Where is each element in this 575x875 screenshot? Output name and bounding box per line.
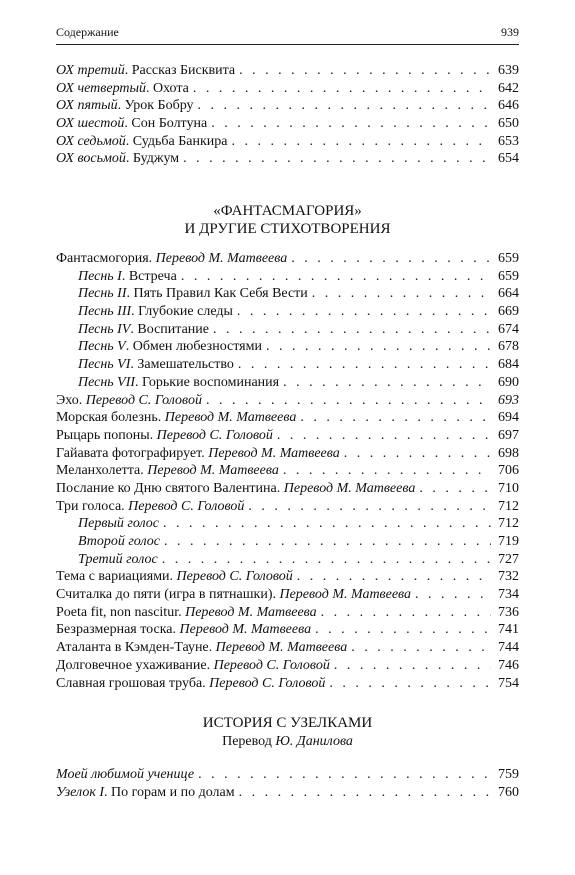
toc-entry-page-number: 690	[498, 374, 519, 390]
toc-entry-page-number: 741	[498, 622, 519, 638]
toc-entry-title-italic: Перевод М. Матвеева	[155, 251, 288, 266]
toc-entry-title	[78, 374, 279, 392]
toc-entry-title	[56, 462, 279, 480]
toc-entry	[56, 675, 519, 693]
toc-entry	[56, 480, 519, 498]
section-heading-phantasmagoria	[56, 202, 519, 238]
toc-entry-title-plain: Считалка до пяти (игра в пятнашки).	[56, 587, 280, 603]
toc-entry-title-rest: . Воспитание	[130, 321, 209, 337]
toc-entry	[56, 568, 519, 586]
toc-entry-title-plain: Безразмерная тоска.	[56, 622, 180, 638]
toc-entry	[56, 657, 519, 675]
running-header-page-number: 939	[501, 25, 519, 39]
toc-entry-title-italic: Перевод С. Головой	[85, 392, 202, 408]
toc-entry-title-italic: ОХ шестой	[56, 116, 125, 132]
toc-entry	[56, 766, 519, 784]
toc-entry-title-italic: ОХ седьмой	[56, 133, 126, 149]
toc-entry	[56, 784, 519, 802]
dot-leader	[162, 551, 491, 569]
toc-entry-title-plain: Тема с вариациями.	[56, 569, 177, 585]
toc-entry-page-number: 650	[498, 116, 519, 132]
dot-leader	[351, 639, 491, 657]
dot-leader	[277, 427, 491, 445]
toc-entry-title-plain: Долговечное ухаживание.	[56, 657, 214, 673]
toc-entry	[56, 62, 519, 80]
toc-entry-page-number: 736	[498, 604, 519, 620]
toc-entry-page-number: 653	[498, 133, 519, 149]
toc-entry-page-number: 734	[498, 587, 519, 603]
toc-entry-title	[56, 133, 227, 151]
toc-entry-page-number: 712	[498, 498, 519, 514]
dot-leader	[211, 115, 491, 133]
toc-entry-page-number: 712	[498, 516, 519, 532]
toc-entry-page-number: 706	[498, 463, 519, 479]
toc-entry	[56, 462, 519, 480]
dot-leader	[329, 675, 491, 693]
toc-entry-page-number: 693	[498, 392, 519, 408]
toc-entry-page-number: 659	[498, 268, 519, 284]
toc-entry-page-number: 760	[498, 784, 519, 800]
toc-entry-title	[56, 150, 179, 168]
toc-entry-title-italic: Песнь II	[78, 286, 127, 302]
toc-entry-title-rest: . Судьба Банкира	[125, 133, 228, 149]
toc-entry-page-number: 639	[498, 63, 519, 78]
toc-entry-title-italic: Перевод М. Матвеева	[283, 480, 416, 496]
dot-leader	[183, 150, 491, 168]
toc-entry-title	[56, 115, 207, 133]
toc-entry-title-italic: Моей любимой ученице	[56, 767, 195, 782]
toc-entry-title	[56, 784, 235, 802]
toc-entry-title	[56, 62, 235, 80]
toc-entry-page-number: 674	[498, 321, 519, 337]
toc-entry-title-italic: Перевод М. Матвеева	[164, 410, 297, 426]
dot-leader	[198, 97, 491, 115]
toc-entry-title-rest: . Обмен любезностями	[125, 339, 262, 355]
section-heading-tangled-tale	[56, 714, 519, 732]
toc-entry-title	[78, 515, 159, 533]
toc-entry-title-italic: Песнь I	[78, 268, 122, 284]
toc-entry	[56, 338, 519, 356]
toc-entry-page-number: 698	[498, 445, 519, 461]
toc-entry-title-plain: Послание ко Дню святого Валентина.	[56, 480, 284, 496]
toc-entry-title-plain: Гайавата фотографирует.	[56, 445, 209, 461]
toc-entry	[56, 356, 519, 374]
toc-entry-title	[56, 568, 293, 586]
dot-leader	[419, 480, 491, 498]
dot-leader	[344, 445, 491, 463]
toc-entry-title-italic: Перевод М. Матвеева	[147, 463, 279, 479]
toc-entry-title-italic: ОХ пятый	[56, 98, 118, 114]
toc-entry-title-plain: Poeta fit, non nascitur.	[56, 604, 186, 620]
toc-entry-title-plain: Славная грошовая труба.	[56, 675, 210, 691]
toc-entry-page-number: 746	[498, 657, 519, 673]
toc-entry-title-italic: Перевод М. Матвеева	[215, 640, 348, 656]
toc-entry-page-number: 694	[498, 410, 519, 426]
toc-entry-title	[78, 268, 177, 286]
toc-entry-page-number: 710	[498, 480, 519, 496]
toc-entry-title-rest: . Буджум	[125, 151, 180, 167]
toc-entry-title	[56, 392, 202, 410]
section-subheading-translator	[56, 733, 519, 750]
toc-entry	[56, 97, 519, 115]
toc-entry-title	[78, 285, 308, 303]
toc-entry	[56, 285, 519, 303]
dot-leader	[315, 621, 491, 639]
toc-entry-title	[78, 338, 262, 356]
toc-entry	[56, 303, 519, 321]
dot-leader	[283, 462, 491, 480]
toc-entry-page-number: 659	[498, 251, 519, 266]
toc-entry-title	[56, 621, 311, 639]
toc-entry-title-italic: Перевод С. Головой	[209, 675, 326, 691]
toc-entry	[56, 133, 519, 151]
toc-entry-title-italic: Узелок I	[56, 784, 105, 800]
toc-entry-title-rest: . Встреча	[121, 268, 177, 284]
toc-entry-title	[56, 250, 287, 268]
toc-entry-title-italic: Песнь V	[78, 339, 126, 355]
toc-entry-page-number: 719	[498, 534, 519, 549]
toc-entry-title	[56, 97, 194, 115]
toc-entry	[56, 250, 519, 268]
toc-entry	[56, 586, 519, 604]
toc-entry-title-italic: Перевод С. Головой	[213, 657, 330, 673]
dot-leader	[206, 392, 491, 410]
dot-leader	[239, 62, 491, 80]
toc-entry	[56, 551, 519, 569]
toc-entry-title	[78, 533, 160, 551]
toc-entry-page-number: 732	[498, 569, 519, 585]
toc-block-hunting-of-the-snark	[56, 62, 519, 168]
dot-leader	[415, 586, 491, 604]
toc-entry	[56, 604, 519, 622]
toc-entry-title	[78, 321, 209, 339]
toc-entry	[56, 150, 519, 168]
toc-entry-title-rest: . Сон Болтуна	[124, 116, 208, 132]
toc-entry-title-italic: Перевод С. Головой	[176, 569, 293, 585]
toc-entry-title-rest: . Урок Бобру	[117, 98, 194, 114]
toc-entry	[56, 621, 519, 639]
toc-entry-title-plain: Меланхолетта.	[56, 463, 148, 479]
dot-leader	[163, 515, 491, 533]
toc-entry	[56, 392, 519, 410]
dot-leader	[266, 338, 491, 356]
toc-entry-page-number: 684	[498, 357, 519, 373]
toc-entry	[56, 80, 519, 98]
toc-entry-title-italic: Второй голос	[78, 534, 160, 549]
toc-entry-title	[56, 586, 411, 604]
toc-entry-page-number: 727	[498, 551, 519, 567]
toc-entry	[56, 533, 519, 551]
toc-entry-title-rest: . Замешательство	[130, 357, 234, 373]
toc-entry	[56, 639, 519, 657]
toc-entry-title-italic: Перевод С. Головой	[128, 498, 245, 514]
dot-leader	[231, 133, 491, 151]
translator-prefix: Перевод	[222, 734, 276, 749]
toc-entry-title-plain: Три голоса.	[56, 498, 129, 514]
toc-entry-page-number: 642	[498, 80, 519, 96]
toc-entry-title-italic: Перевод М. Матвеева	[208, 445, 340, 461]
toc-entry-page-number: 678	[498, 339, 519, 355]
toc-entry-page-number: 744	[498, 640, 519, 656]
running-header-section: Содержание	[56, 25, 119, 39]
toc-entry-page-number: 646	[498, 98, 519, 114]
section-heading-line: ИСТОРИЯ С УЗЕЛКАМИ	[202, 715, 373, 731]
toc-entry	[56, 445, 519, 463]
section-heading-line: «ФАНТАСМАГОРИЯ»	[213, 203, 362, 219]
toc-entry-title-rest: . Горькие воспоминания	[135, 374, 280, 390]
toc-entry-title	[56, 445, 340, 463]
toc-entry-title-italic: Песнь VI	[78, 357, 131, 373]
toc-entry-title-rest: . Пять Правил Как Себя Вести	[126, 286, 308, 302]
running-header	[56, 25, 519, 39]
toc-entry-title-rest: . По горам и по долам	[104, 784, 235, 800]
toc-entry-title	[56, 639, 347, 657]
toc-entry-page-number: 669	[498, 304, 519, 320]
toc-entry	[56, 115, 519, 133]
header-rule	[56, 44, 519, 45]
toc-entry-title	[56, 480, 415, 498]
toc-entry	[56, 515, 519, 533]
toc-entry-page-number: 664	[498, 286, 519, 302]
toc-entry-title-italic: Перевод М. Матвеева	[179, 622, 312, 638]
toc-entry-title-italic: Перевод М. Матвеева	[185, 604, 317, 620]
dot-leader	[164, 533, 491, 551]
toc-entry-title	[56, 498, 244, 516]
dot-leader	[238, 356, 491, 374]
toc-entry-title-italic: ОХ четвертый	[56, 80, 146, 96]
dot-leader	[300, 409, 491, 427]
toc-entry	[56, 409, 519, 427]
toc-entry-title	[78, 551, 158, 569]
dot-leader	[334, 657, 491, 675]
toc-entry-title-plain: Аталанта в Кэмден-Тауне.	[56, 640, 216, 656]
toc-entry-title	[56, 604, 317, 622]
toc-entry-title-plain: Эхо.	[56, 392, 86, 408]
toc-entry	[56, 268, 519, 286]
toc-entry-title-rest: . Глубокие следы	[131, 304, 233, 320]
dot-leader	[283, 374, 491, 392]
dot-leader	[239, 784, 491, 802]
dot-leader	[237, 303, 491, 321]
toc-entry-title	[56, 675, 325, 693]
toc-entry-page-number: 697	[498, 427, 519, 443]
dot-leader	[193, 80, 491, 98]
dot-leader	[312, 285, 491, 303]
dot-leader	[321, 604, 491, 622]
toc-entry-page-number: 754	[498, 675, 519, 691]
toc-entry-title-italic: ОХ восьмой	[56, 151, 126, 167]
translator-name: Ю. Данилова	[275, 734, 353, 749]
toc-entry-title-italic: Песнь III	[78, 304, 132, 320]
toc-entry-title-plain: Рыцарь попоны.	[56, 427, 157, 443]
toc-entry-page-number: 654	[498, 151, 519, 167]
toc-entry	[56, 427, 519, 445]
dot-leader	[291, 250, 491, 268]
toc-entry-title-italic: Перевод С. Головой	[156, 427, 273, 443]
toc-entry-title	[56, 409, 296, 427]
toc-entry-title-italic: Перевод М. Матвеева	[279, 587, 412, 603]
dot-leader	[213, 321, 491, 339]
toc-entry	[56, 321, 519, 339]
toc-entry-title	[56, 80, 189, 98]
toc-entry-title	[56, 657, 330, 675]
toc-entry	[56, 374, 519, 392]
dot-leader	[181, 268, 491, 286]
section-heading-line: И ДРУГИЕ СТИХОТВОРЕНИЯ	[184, 221, 391, 237]
toc-entry-title-italic: Третий голос	[78, 551, 158, 567]
dot-leader	[248, 498, 491, 516]
toc-entry-title	[56, 427, 273, 445]
toc-entry-title-rest: . Рассказ Бисквита	[124, 63, 236, 78]
toc-entry-title	[56, 766, 194, 784]
toc-entry-title-italic: ОХ третий	[56, 63, 125, 78]
toc-entry-title	[78, 356, 234, 374]
toc-entry-page-number: 759	[498, 767, 519, 782]
toc-block-phantasmagoria	[56, 250, 519, 692]
toc-entry-title	[78, 303, 233, 321]
toc-entry-title-plain: Фантасмогория.	[56, 251, 156, 266]
toc-entry-title-italic: Песнь IV	[78, 321, 131, 337]
toc-block-tangled-tale	[56, 766, 519, 801]
dot-leader	[198, 766, 491, 784]
toc-entry-title-plain: Морская болезнь.	[56, 410, 165, 426]
dot-leader	[297, 568, 491, 586]
toc-entry-title-italic: Первый голос	[78, 516, 159, 532]
toc-entry-title-italic: Песнь VII	[78, 374, 136, 390]
toc-entry-title-rest: . Охота	[145, 80, 189, 96]
toc-entry	[56, 498, 519, 516]
